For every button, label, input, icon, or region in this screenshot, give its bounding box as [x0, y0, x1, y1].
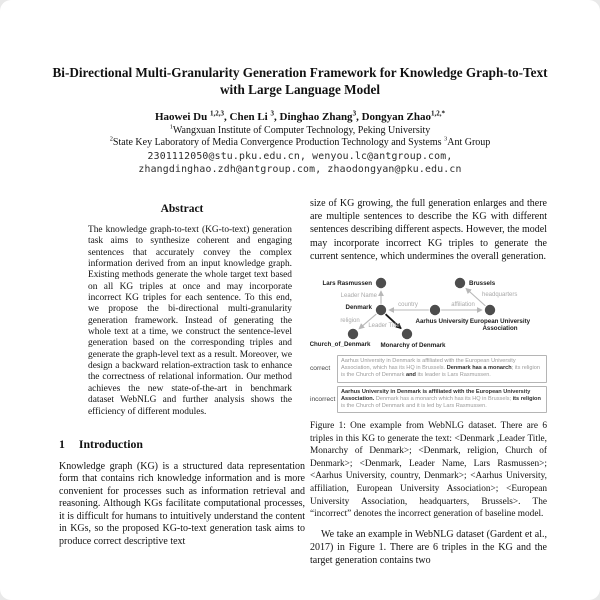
svg-text:Leader Name: Leader Name [340, 293, 377, 300]
incorrect-text-box: Aarhus University in Denmark is affiliated with the European University Association. Denmark has a monarch which has its HQ in Brussels; its religion is the Church of Denmark and it is led by Lars Rasmussen. [337, 386, 547, 414]
affiliation-2: $^2$State Key Laboratory of Media Convergence Production Technology and Systems $^3$Ant Group [109, 135, 491, 148]
svg-text:Association: Association [482, 325, 518, 333]
svg-text:headquarters: headquarters [482, 292, 518, 299]
svg-text:country: country [398, 302, 418, 309]
section-number: 1 [59, 436, 65, 451]
svg-text:Monarchy of Denmark: Monarchy of Denmark [380, 342, 446, 350]
svg-text:Church_of_Denmark: Church_of_Denmark [310, 341, 371, 349]
svg-text:religion: religion [340, 318, 360, 325]
paper-title: Bi-Directional Multi-Granularity Generation Framework for Knowledge Graph-to-Text with Large Language Model [52, 65, 548, 97]
author-line: Haowei Du $^{1,2,3}$, Chen Li $^3$, Dinghao Zhang$^3$, Dongyan Zhao$^{1,2,*}$ [154, 109, 446, 123]
svg-text:Denmark: Denmark [345, 304, 372, 312]
abstract-text: The knowledge graph-to-text (KG-to-text) generation task aims to synthesize coherent and engaging sentences that accurately convey the complex information derived from an input knowledge graph. Existing methods generate the whole target text based on all KG triples at once and may incorporate incorrect KG triples for each sentence. To this end, we propose the bi-directional multi-granularity generation framework. Instead of generating the whole text at a time, we construct the sentence-level generation based on the corresponding triples and generate the graph-level text as a result. Moreover, we design a backward relation-extraction task to enhance the correctness of relational information. Our method achieves the new state-of-the-art in benchmark dataset WebNLG and further analysis shows the efficiency of different modules. [88, 225, 292, 417]
paper-header [0, 64, 600, 175]
svg-text:Leader Title: Leader Title [368, 323, 400, 330]
right-column [310, 197, 547, 567]
introduction-text: Knowledge graph (KG) is a structured data representation form that contains rich knowledge information and is more convenient for processes such as information retrieval and reasoning. Although KGs facilitate computational processes, it is difficult for humans to intuitively understand the content in KGs, so the proposed KG-to-text generation task aims to produce correct descriptive text [59, 460, 305, 547]
affiliation-1: $^1$Wangxuan Institute of Computer Technology, Peking University [169, 123, 431, 136]
correct-example-row [310, 355, 547, 383]
abstract-heading: Abstract [160, 203, 204, 215]
svg-text:affiliation: affiliation [451, 302, 475, 309]
right-paragraph-2: We take an example in WebNLG dataset (Gardent et al., 2017) in Figure 1. There are 6 triples in the KG and the target generation contains two [310, 528, 547, 567]
introduction-heading [59, 437, 305, 452]
correct-text-box: Aarhus University in Denmark is affiliated with the European University Association, which has its HQ in Brussels. Denmark has a monarch; its religion is the Church of Denmark and its leader is Lars Rasmussen. [337, 355, 547, 383]
correct-label: correct [310, 365, 331, 373]
section-title: Introduction [78, 436, 143, 451]
left-column [59, 203, 305, 548]
knowledge-graph-diagram [310, 270, 547, 352]
email-line-2: zhangdinghao.zdh@antgroup.com, zhaodongyan@pku.edu.cn [138, 164, 462, 175]
figure-1 [310, 270, 547, 521]
svg-text:European University: European University [469, 318, 531, 326]
right-paragraph-1: size of KG growing, the full generation enlarges and there are multiple sentences to describe the KG with different sentences describing different aspects. However, the model may incorporate incorrect KG triples to generate the current sentence, which undermines the overall generation. [310, 198, 547, 262]
figure-caption: Figure 1: One example from WebNLG dataset. There are 6 triples in this KG to generate the text: <Denmark ,Leader Title, Monarchy of Denmark>; <Denmark, religion, Church of Denmark>; <Denmark, Leader Name, Lars Rasmussen>; <Aarhus University, country, Denmark>; <Aarhus University, affiliation, European University Association>; <European University Association, headquarters, Brussels>. The “incorrect” denotes the incorrect generation of baseline model. [310, 421, 547, 520]
email-line-1: 2301112050@stu.pku.edu.cn, wenyou.lc@antgroup.com, [147, 150, 453, 162]
svg-text:Brussels: Brussels [469, 280, 496, 288]
svg-text:Lars Rasmussen: Lars Rasmussen [322, 280, 372, 288]
svg-text:Aarhus University: Aarhus University [415, 318, 469, 326]
incorrect-label: incorrect [310, 395, 336, 403]
incorrect-example-row [310, 386, 547, 414]
